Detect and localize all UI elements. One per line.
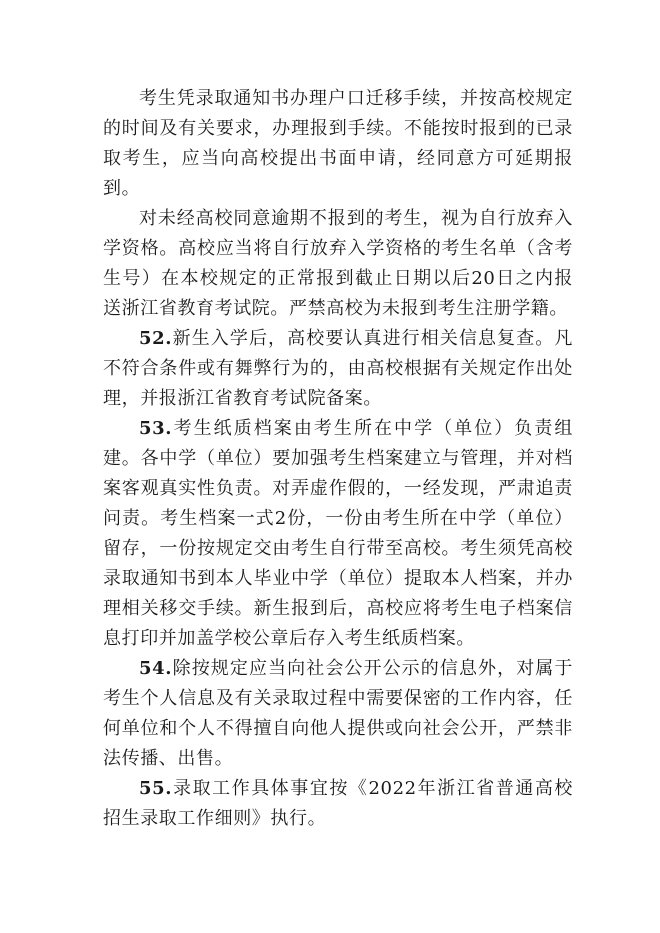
clause-number: 52. — [139, 328, 173, 349]
paragraph-52-info-review — [103, 324, 573, 414]
paragraph-forfeit-admission — [103, 204, 573, 324]
paragraph-text: 新生入学后，高校要认真进行相关信息复查。凡不符合条件或有舞弊行为的，由高校根据有关规定作出处理，并报浙江省教育考试院备案。 — [103, 328, 573, 409]
paragraph-text: 对未经高校同意逾期不报到的考生，视为自行放弃入学资格。高校应当将自行放弃入学资格的考生名单（含考生号）在本校规定的正常报到截止日期以后20日之内报送浙江省教育考试院。严禁高校为未报到考生注册学籍。 — [103, 208, 573, 319]
clause-number: 55. — [139, 778, 173, 799]
paragraph-text: 除按规定应当向社会公开公示的信息外，对属于考生个人信息及有关录取过程中需要保密的工作内容，任何单位和个人不得擅自向他人提供或向社会公开，严禁非法传播、出售。 — [103, 658, 573, 769]
paragraph-text: 考生凭录取通知书办理户口迁移手续，并按高校规定的时间及有关要求，办理报到手续。不能按时报到的已录取考生，应当向高校提出书面申请，经同意方可延期报到。 — [103, 88, 573, 199]
paragraph-54-privacy — [103, 654, 573, 774]
clause-number: 53. — [139, 418, 173, 439]
paragraph-text: 考生纸质档案由考生所在中学（单位）负责组建。各中学（单位）要加强考生档案建立与管理，并对档案客观真实性负责。对弄虚作假的，一经发现，严肃追责问责。考生档案一式2份，一份由考生所在中学（单位）留存，一份按规定交由考生自行带至高校。考生须凭高校录取通知书到本人毕业中学（单位）提取本人档案，并办理相关移交手续。新生报到后，高校应将考生电子档案信息打印并加盖学校公章后存入考生纸质档案。 — [103, 418, 573, 649]
paragraph-55-implementation — [103, 774, 573, 834]
document-body — [103, 84, 573, 834]
paragraph-enrollment-procedure — [103, 84, 573, 204]
paragraph-text: 录取工作具体事宜按《2022年浙江省普通高校招生录取工作细则》执行。 — [103, 778, 573, 829]
clause-number: 54. — [139, 658, 173, 679]
paragraph-53-paper-archives — [103, 414, 573, 654]
